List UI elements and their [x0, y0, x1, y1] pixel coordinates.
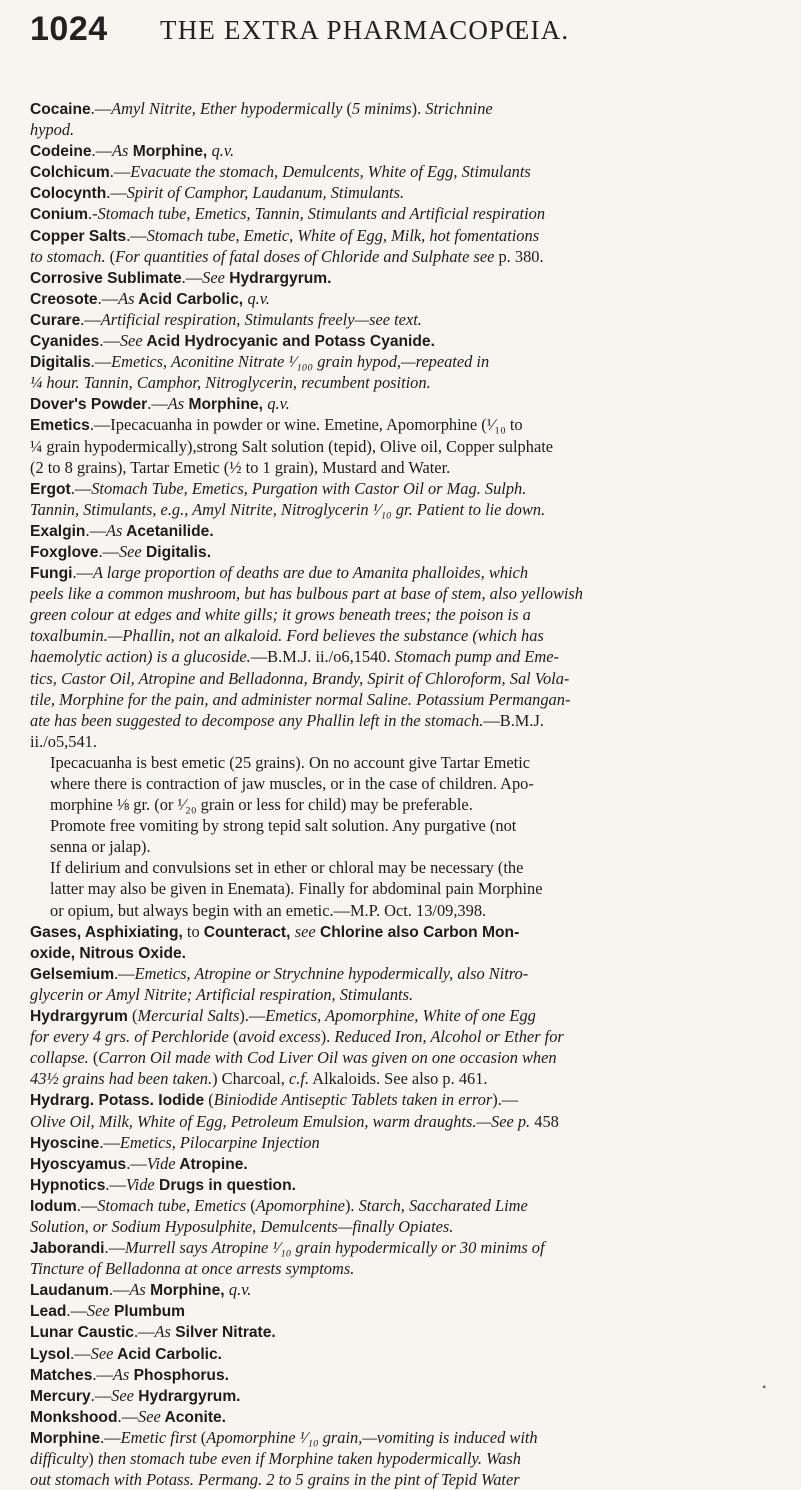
- entry-text: ii./o5,541.: [30, 731, 97, 751]
- entry-text: green colour at edges and white gills; it grows beneath trees; the poison is a: [30, 605, 531, 625]
- text-line: [30, 288, 800, 309]
- text-line: [30, 1174, 800, 1195]
- text-line: [30, 457, 800, 478]
- entry-headword: Acetanilide.: [122, 522, 214, 540]
- entry-text: ).: [344, 1195, 359, 1215]
- entry-headword: Gelsemium: [30, 965, 115, 983]
- entry-text: Emetic first: [120, 1427, 197, 1447]
- entry-text: .—: [97, 288, 119, 308]
- entry-text: 43½ grains had been taken.: [30, 1069, 213, 1089]
- entry-headword: Foxglove: [30, 543, 99, 561]
- entry-text: Alkaloids. See also p. 461.: [309, 1069, 488, 1089]
- entry-text: (: [196, 1427, 207, 1447]
- text-line: [30, 393, 800, 414]
- text-line: [30, 963, 800, 984]
- entry-headword: Mercury: [30, 1387, 91, 1405]
- entry-headword: Fungi: [30, 565, 73, 583]
- text-line: [30, 1005, 800, 1026]
- text-line: [30, 1469, 800, 1490]
- entry-headword: Hypnotics: [30, 1176, 106, 1194]
- entry-text: ).: [411, 99, 426, 118]
- entry-text: .—: [90, 1385, 112, 1405]
- entry-text: (2 to 8 grains), Tartar Emetic (½ to 1 grain), Mustard and Water.: [30, 457, 451, 477]
- text-line: [30, 689, 800, 710]
- entry-text: Strichnine: [425, 99, 493, 118]
- entry-text: .—: [181, 267, 203, 287]
- entry-text: .—: [114, 963, 135, 983]
- entry-text: Apomorphine ¹⁄₁₀ grain,—vomiting is induced with: [206, 1427, 538, 1447]
- entry-text: As: [154, 1322, 171, 1342]
- text-line: [30, 921, 800, 942]
- entry-text: .—: [109, 162, 131, 182]
- entry-text: As: [112, 141, 129, 161]
- entry-text: Olive Oil, Milk, White of Egg, Petroleum Emulsion, warm draughts.—See p.: [30, 1111, 531, 1131]
- entry-text: tile, Morphine for the pain, and administer normal Saline. Potassium Permangan-: [30, 689, 571, 709]
- text-line: [30, 351, 800, 372]
- text-line: [30, 731, 800, 752]
- entry-text: .—: [99, 331, 120, 351]
- entry-text: Stomach tube, Emetic, White of Egg, Milk, hot fomentations: [146, 225, 540, 245]
- text-line: [30, 246, 800, 267]
- entry-text: out stomach with Potass. Permang. 2 to 5 grains in the pint of Tepid Water: [30, 1470, 520, 1490]
- text-line: [30, 414, 800, 435]
- entry-text: ).—: [239, 1006, 266, 1026]
- entry-text: 458: [530, 1111, 559, 1131]
- entry-headword: Lead: [30, 1303, 67, 1321]
- entry-text: senna or jalap).: [50, 837, 151, 857]
- entry-text: As: [105, 520, 123, 540]
- entry-text: difficulty: [30, 1449, 89, 1468]
- page-body: [30, 98, 800, 1490]
- entry-text: (: [246, 1195, 256, 1215]
- entry-text: latter may also be given in Enemata). Finally for abdominal pain Morphine: [50, 879, 543, 899]
- entry-headword: Digitalis.: [141, 543, 212, 561]
- entry-text: toxalbumin.—Phallin, not an alkaloid. Ford believes the substance (which has: [30, 626, 544, 646]
- entry-text: ¼ hour. Tannin, Camphor, Nitroglycerin, recumbent position.: [30, 373, 431, 393]
- entry-headword: Silver Nitrate.: [170, 1324, 276, 1342]
- text-line: [30, 668, 800, 689]
- text-line: [30, 625, 800, 646]
- entry-text: or opium, but always begin with an emetic.—M.P. Oct. 13/09,398.: [50, 900, 487, 920]
- text-line: [30, 478, 800, 499]
- entry-text: Vide: [125, 1174, 155, 1194]
- entry-headword: Morphine,: [184, 396, 268, 414]
- text-line: [30, 1153, 800, 1174]
- entry-text: .: [88, 204, 93, 224]
- entry-text: Amyl Nitrite, Ether hypodermically: [111, 99, 343, 118]
- entry-headword: Corrosive Sublimate: [30, 269, 182, 287]
- text-line: [30, 203, 800, 224]
- entry-headword: Dover's Powder: [30, 396, 148, 414]
- entry-headword: Creosote: [30, 290, 98, 308]
- entry-headword: Curare: [30, 311, 81, 329]
- text-line: [30, 1216, 800, 1237]
- entry-text: peels like a common mushroom, but has bulbous part at base of stem, also yellowish: [30, 584, 583, 604]
- entry-text: See: [111, 1385, 134, 1405]
- text-line: [30, 710, 800, 731]
- text-line: [30, 836, 800, 857]
- entry-text: .—: [80, 309, 101, 329]
- text-line: [30, 309, 800, 330]
- entry-text: As: [167, 394, 185, 414]
- entry-text: Stomach tube, Emetics: [97, 1195, 247, 1215]
- text-line: [30, 1427, 800, 1448]
- entry-text: (: [127, 1006, 138, 1026]
- text-line: [30, 1132, 800, 1153]
- entry-headword: Cocaine: [30, 101, 91, 118]
- entry-text: .—: [76, 1195, 98, 1215]
- text-line: [30, 520, 800, 541]
- entry-text: .—: [66, 1301, 87, 1321]
- entry-text: c.f.: [289, 1069, 310, 1089]
- entry-text: .—Ipecacuanha in powder or wine. Emetine, Apomorphine (¹⁄₁₀ to: [89, 415, 523, 435]
- entry-text: Ipecacuanha is best emetic (25 grains). On no account give Tartar Emetic: [50, 752, 531, 772]
- text-line: [30, 161, 800, 182]
- entry-headword: Exalgin: [30, 522, 86, 540]
- entry-text: Solution, or Sodium Hyposulphite, Demulcents—finally Opiates.: [30, 1216, 454, 1236]
- text-line: [30, 583, 800, 604]
- text-line: [30, 900, 800, 921]
- text-line: [30, 1068, 800, 1089]
- entry-headword: Morphine,: [145, 1282, 229, 1300]
- entry-text: Emetics, Atropine or Strychnine hypodermically, also Nitro-: [134, 963, 529, 983]
- entry-text: .—: [106, 183, 127, 203]
- text-line: [30, 541, 800, 562]
- entry-text: Carron Oil made with Cod Liver Oil was given on one occasion when: [98, 1048, 557, 1068]
- entry-headword: Monkshood: [30, 1408, 118, 1426]
- entry-text: morphine ⅛ gr. (or ¹⁄₂₀ grain or less for child) may be preferable.: [50, 795, 473, 815]
- entry-headword: Drugs in question.: [154, 1176, 296, 1194]
- entry-text: then stomach tube even if Morphine taken hypodermically. Wash: [97, 1449, 522, 1468]
- entry-headword: Jaborandi: [30, 1240, 105, 1258]
- entry-text: —B.M.J. ii./o6,1540.: [250, 647, 395, 667]
- entry-text: .—: [105, 1174, 126, 1194]
- text-line: [30, 1406, 800, 1427]
- entry-text: Evacuate the stomach, Demulcents, White of Egg, Stimulants: [130, 162, 531, 182]
- entry-headword: Lunar Caustic: [30, 1324, 134, 1342]
- entry-text: .—: [72, 563, 93, 583]
- entry-headword: Gases, Asphixiating,: [30, 923, 183, 941]
- text-line: [30, 942, 800, 963]
- text-line: [30, 562, 800, 583]
- entry-text: Starch, Saccharated Lime: [358, 1195, 528, 1215]
- entry-text: As: [112, 1364, 130, 1384]
- entry-headword: Ergot: [30, 480, 71, 498]
- entry-text: .—: [90, 99, 112, 118]
- entry-text: .—: [99, 1132, 120, 1152]
- text-line: [30, 182, 800, 203]
- text-line: [30, 646, 800, 667]
- text-line: [30, 372, 800, 393]
- entry-text: see: [294, 921, 316, 941]
- entry-text: 5 minims: [351, 99, 412, 118]
- entry-headword: Hydrargyrum.: [224, 269, 332, 287]
- entry-text: .—: [126, 225, 147, 245]
- entry-headword: Counteract,: [203, 923, 295, 941]
- entry-text: .—: [90, 352, 112, 372]
- entry-headword: Acid Hydrocyanic and Potass Cyanide.: [142, 333, 435, 351]
- entry-text: Mercurial Salts: [137, 1006, 240, 1026]
- entry-text: Biniodide Antiseptic Tablets taken in error: [213, 1090, 493, 1110]
- entry-headword: Chlorine also Carbon Mon-: [315, 923, 520, 941]
- entry-text: Promote free vomiting by strong tepid salt solution. Any purgative (not: [50, 816, 517, 836]
- page-header: [0, 10, 801, 60]
- entry-text: for every 4 grs. of Perchloride: [30, 1027, 229, 1047]
- text-line: [30, 857, 800, 878]
- entry-text: .—: [126, 1153, 147, 1173]
- entry-headword: Aconite.: [160, 1408, 227, 1426]
- entry-text: to stomach.: [30, 246, 106, 266]
- entry-text: -Stomach tube, Emetics, Tannin, Stimulants and Artificial respiration: [92, 204, 546, 224]
- entry-text: Murrell says Atropine ¹⁄₁₀ grain hypodermically or 30 minims of: [125, 1238, 545, 1258]
- entry-text: avoid excess: [238, 1027, 321, 1047]
- text-line: [30, 878, 800, 899]
- text-line: [30, 1343, 800, 1364]
- entry-text: ) Charcoal,: [212, 1069, 290, 1089]
- text-line: [30, 267, 800, 288]
- entry-text: ).: [320, 1027, 335, 1047]
- text-line: [30, 499, 800, 520]
- entry-text: ).—: [492, 1090, 519, 1110]
- entry-text: If delirium and convulsions set in ether or chloral may be necessary (the: [50, 858, 524, 878]
- entry-headword: Hydrargyrum: [30, 1008, 128, 1026]
- entry-text: Emetics, Pilocarpine Injection: [119, 1132, 320, 1152]
- entry-text: q.v.: [267, 394, 290, 414]
- entry-headword: Lysol: [30, 1345, 71, 1363]
- text-line: [30, 119, 800, 140]
- entry-text: See: [118, 541, 142, 561]
- entry-headword: Hydrarg. Potass. Iodide: [30, 1092, 205, 1110]
- text-line: [30, 140, 800, 161]
- text-line: [30, 1279, 800, 1300]
- entry-headword: Emetics: [30, 417, 90, 435]
- entry-text: ): [88, 1449, 98, 1468]
- margin-mark: •: [762, 1380, 767, 1394]
- entry-headword: Laudanum: [30, 1282, 109, 1300]
- text-line: [30, 1321, 800, 1342]
- entry-text: Vide: [146, 1153, 176, 1173]
- page-number: 1024: [30, 10, 108, 48]
- entry-headword: Copper Salts: [30, 227, 127, 245]
- entry-text: (: [88, 1048, 99, 1068]
- entry-text: collapse.: [30, 1048, 89, 1068]
- entry-text: (: [342, 99, 352, 118]
- entry-text: (: [228, 1027, 239, 1047]
- entry-headword: Atropine.: [175, 1155, 248, 1173]
- entry-text: See: [86, 1301, 110, 1321]
- entry-text: where there is contraction of jaw muscles, or in the case of children. Apo-: [50, 774, 534, 793]
- entry-headword: Phosphorus.: [129, 1366, 229, 1384]
- text-line: [30, 1089, 800, 1110]
- text-line: [30, 752, 800, 773]
- entry-text: hypod.: [30, 120, 75, 140]
- entry-text: .—: [100, 1427, 121, 1447]
- entry-headword: Morphine,: [128, 143, 212, 161]
- entry-text: Stomach Tube, Emetics, Purgation with Castor Oil or Mag. Sulph.: [91, 478, 527, 498]
- entry-text: Tannin, Stimulants, e.g., Amyl Nitrite, Nitroglycerin ¹⁄₁₀ gr. Patient to lie down.: [30, 499, 546, 519]
- entry-text: .—: [85, 520, 106, 540]
- entry-headword: Hyoscyamus: [30, 1155, 127, 1173]
- text-line: [30, 604, 800, 625]
- entry-text: .—: [104, 1238, 126, 1258]
- entry-text: glycerin or Amyl Nitrite; Artificial respiration, Stimulants.: [30, 984, 414, 1004]
- text-line: [30, 773, 800, 794]
- entry-text: A large proportion of deaths are due to Amanita phalloides, which: [92, 563, 529, 583]
- text-line: [30, 1111, 800, 1132]
- entry-text: to: [182, 921, 204, 941]
- text-line: [30, 225, 800, 246]
- entry-text: Reduced Iron, Alcohol or Ether for: [334, 1027, 564, 1047]
- entry-text: See: [119, 331, 143, 351]
- entry-text: p. 380.: [494, 246, 544, 266]
- running-title: THE EXTRA PHARMACOPŒIA.: [160, 15, 570, 45]
- text-line: [30, 1258, 800, 1279]
- entry-text: q.v.: [211, 141, 235, 161]
- entry-text: Apomorphine: [255, 1195, 345, 1215]
- text-line: [30, 1385, 800, 1406]
- entry-text: ate has been suggested to decompose any Phallin left in the stomach.: [30, 710, 484, 730]
- text-line: [30, 1047, 800, 1068]
- text-line: [30, 1195, 800, 1216]
- entry-headword: Hyoscine: [30, 1134, 100, 1152]
- entry-text: .—: [147, 394, 168, 414]
- entry-text: q.v.: [228, 1280, 252, 1300]
- entry-text: .—: [108, 1280, 130, 1300]
- entry-text: haemolytic action) is a glucoside.: [30, 647, 251, 667]
- entry-text: Emetics, Aconitine Nitrate ¹⁄₁₀₀ grain hypod,—repeated in: [111, 352, 490, 372]
- text-line: [30, 815, 800, 836]
- entry-text: (: [204, 1090, 214, 1110]
- entry-text: As: [129, 1280, 146, 1300]
- entry-text: Emetics, Apomorphine, White of one Egg: [265, 1006, 536, 1026]
- entry-text: .—: [70, 1343, 91, 1363]
- entry-text: ¼ grain hypodermically),strong Salt solution (tepid), Olive oil, Copper sulphate: [30, 436, 554, 456]
- text-line: [30, 794, 800, 815]
- entry-text: For quantities of fatal doses of Chloride and Sulphate see: [115, 246, 495, 266]
- entry-text: Tincture of Belladonna at once arrests symptoms.: [30, 1259, 355, 1279]
- entry-headword: Colocynth: [30, 185, 107, 203]
- entry-headword: Hydrargyrum.: [133, 1387, 241, 1405]
- text-line: [30, 1448, 800, 1469]
- entry-text: .—: [92, 1364, 113, 1384]
- text-line: [30, 98, 800, 119]
- entry-headword: Morphine: [30, 1429, 101, 1447]
- entry-headword: Digitalis: [30, 354, 91, 372]
- entry-text: As: [118, 288, 135, 308]
- entry-headword: Colchicum: [30, 164, 110, 182]
- text-line: [30, 330, 800, 351]
- entry-headword: Acid Carbolic,: [134, 290, 248, 308]
- text-line: [30, 1300, 800, 1321]
- entry-headword: Acid Carbolic.: [113, 1345, 223, 1363]
- entry-headword: Iodum: [30, 1197, 77, 1215]
- entry-text: —B.M.J.: [483, 710, 544, 730]
- entry-text: (: [105, 246, 116, 266]
- entry-headword: Conium: [30, 206, 89, 224]
- entry-text: Artificial respiration, Stimulants freely—see text.: [100, 309, 422, 329]
- entry-text: tics, Castor Oil, Atropine and Belladonna, Brandy, Spirit of Chloroform, Sal Vola-: [30, 668, 570, 688]
- entry-headword: Matches: [30, 1366, 93, 1384]
- entry-text: .—: [98, 541, 119, 561]
- entry-headword: Codeine: [30, 143, 92, 161]
- text-line: [30, 984, 800, 1005]
- entry-headword: Cyanides: [30, 333, 100, 351]
- entry-headword: oxide, Nitrous Oxide.: [30, 944, 186, 962]
- entry-text: Spirit of Camphor, Laudanum, Stimulants.: [126, 183, 405, 203]
- entry-text: Stomach pump and Eme-: [394, 647, 560, 667]
- text-line: [30, 1026, 800, 1047]
- entry-text: q.v.: [247, 288, 270, 308]
- entry-text: .—: [91, 141, 113, 161]
- text-line: [30, 436, 800, 457]
- entry-headword: Plumbum: [109, 1303, 186, 1321]
- text-line: [30, 1364, 800, 1385]
- entry-text: See: [90, 1343, 114, 1363]
- entry-text: See: [202, 267, 225, 287]
- entry-text: .—: [117, 1406, 138, 1426]
- entry-text: .—: [133, 1322, 155, 1342]
- entry-text: .—: [70, 478, 92, 498]
- text-line: [30, 1237, 800, 1258]
- entry-text: See: [138, 1406, 161, 1426]
